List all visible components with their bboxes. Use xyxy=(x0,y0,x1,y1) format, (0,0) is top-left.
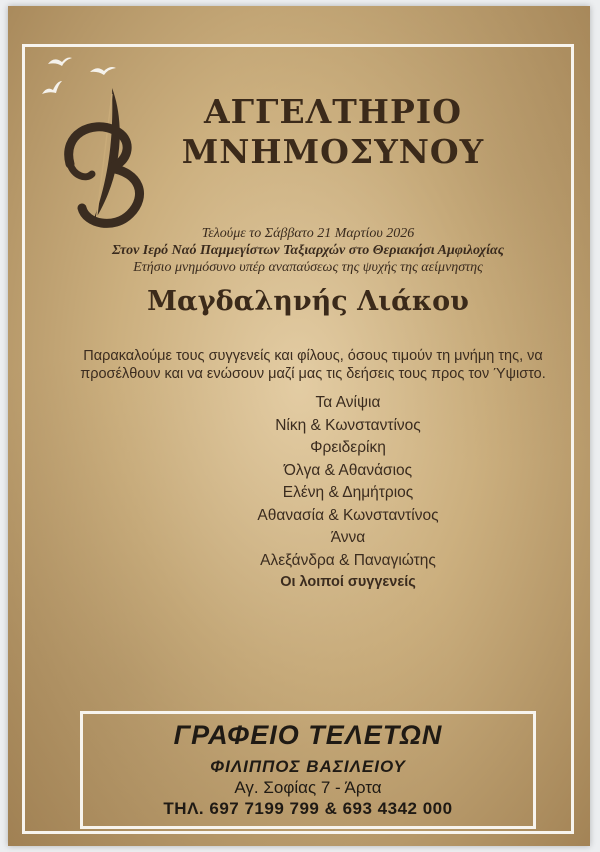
church-line: Στον Ιερό Ναό Παμμεγίστων Ταξιαρχών στο Θεριακήσι Αμφιλοχίας xyxy=(112,243,504,258)
memorial-line: Ετήσιο μνημόσυνο υπέρ αναπαύσεως της ψυχής της αείμνηστης xyxy=(133,260,483,275)
family-item: Φρειδερίκη xyxy=(310,439,386,456)
deceased-name: Μαγδαληνής Λιάκου xyxy=(147,286,469,317)
office-name: ΓΡΑΦΕΙΟ ΤΕΛΕΤΩΝ xyxy=(173,720,443,750)
office-phones: ΤΗΛ. 697 7199 799 & 693 4342 000 xyxy=(163,799,453,818)
memorial-notice-sheet xyxy=(8,6,590,846)
date-line: Τελούμε το Σάββατο 21 Μαρτίου 2026 xyxy=(201,226,415,241)
office-owner: ΦΙΛΙΠΠΟΣ ΒΑΣΙΛΕΙΟΥ xyxy=(210,757,406,776)
family-item: Αλεξάνδρα & Παναγιώτης xyxy=(260,551,436,569)
family-list xyxy=(228,392,468,572)
appeal-line1: Παρακαλούμε τους συγγενείς και φίλους, όσους τιμούν τη μνήμη της, να xyxy=(83,348,543,364)
funeral-office-box xyxy=(80,711,536,829)
family-item: Ελένη & Δημήτριος xyxy=(282,484,414,501)
appeal-line2: προσέλθουν και να ενώσουν μαζί μας τις δεήσεις τους προς τον Ύψιστο. xyxy=(80,366,546,382)
other-relatives: Οι λοιποί συγγενείς xyxy=(280,574,416,590)
family-item: Αθανασία & Κωνσταντίνος xyxy=(257,506,439,524)
family-item: Νίκη & Κωνσταντίνος xyxy=(275,416,421,434)
page-title-line2: ΜΝΗΜΟΣΥΝΟΥ xyxy=(181,132,485,171)
appeal-text xyxy=(63,347,563,383)
family-item: Όλγα & Αθανάσιος xyxy=(283,461,413,479)
family-item: Άννα xyxy=(330,529,366,546)
family-item: Τα Ανίψια xyxy=(315,394,381,411)
office-address: Αγ. Σοφίας 7 - Άρτα xyxy=(234,778,382,797)
page-title-line1: ΑΓΓΕΛΤΗΡΙΟ xyxy=(204,92,462,131)
